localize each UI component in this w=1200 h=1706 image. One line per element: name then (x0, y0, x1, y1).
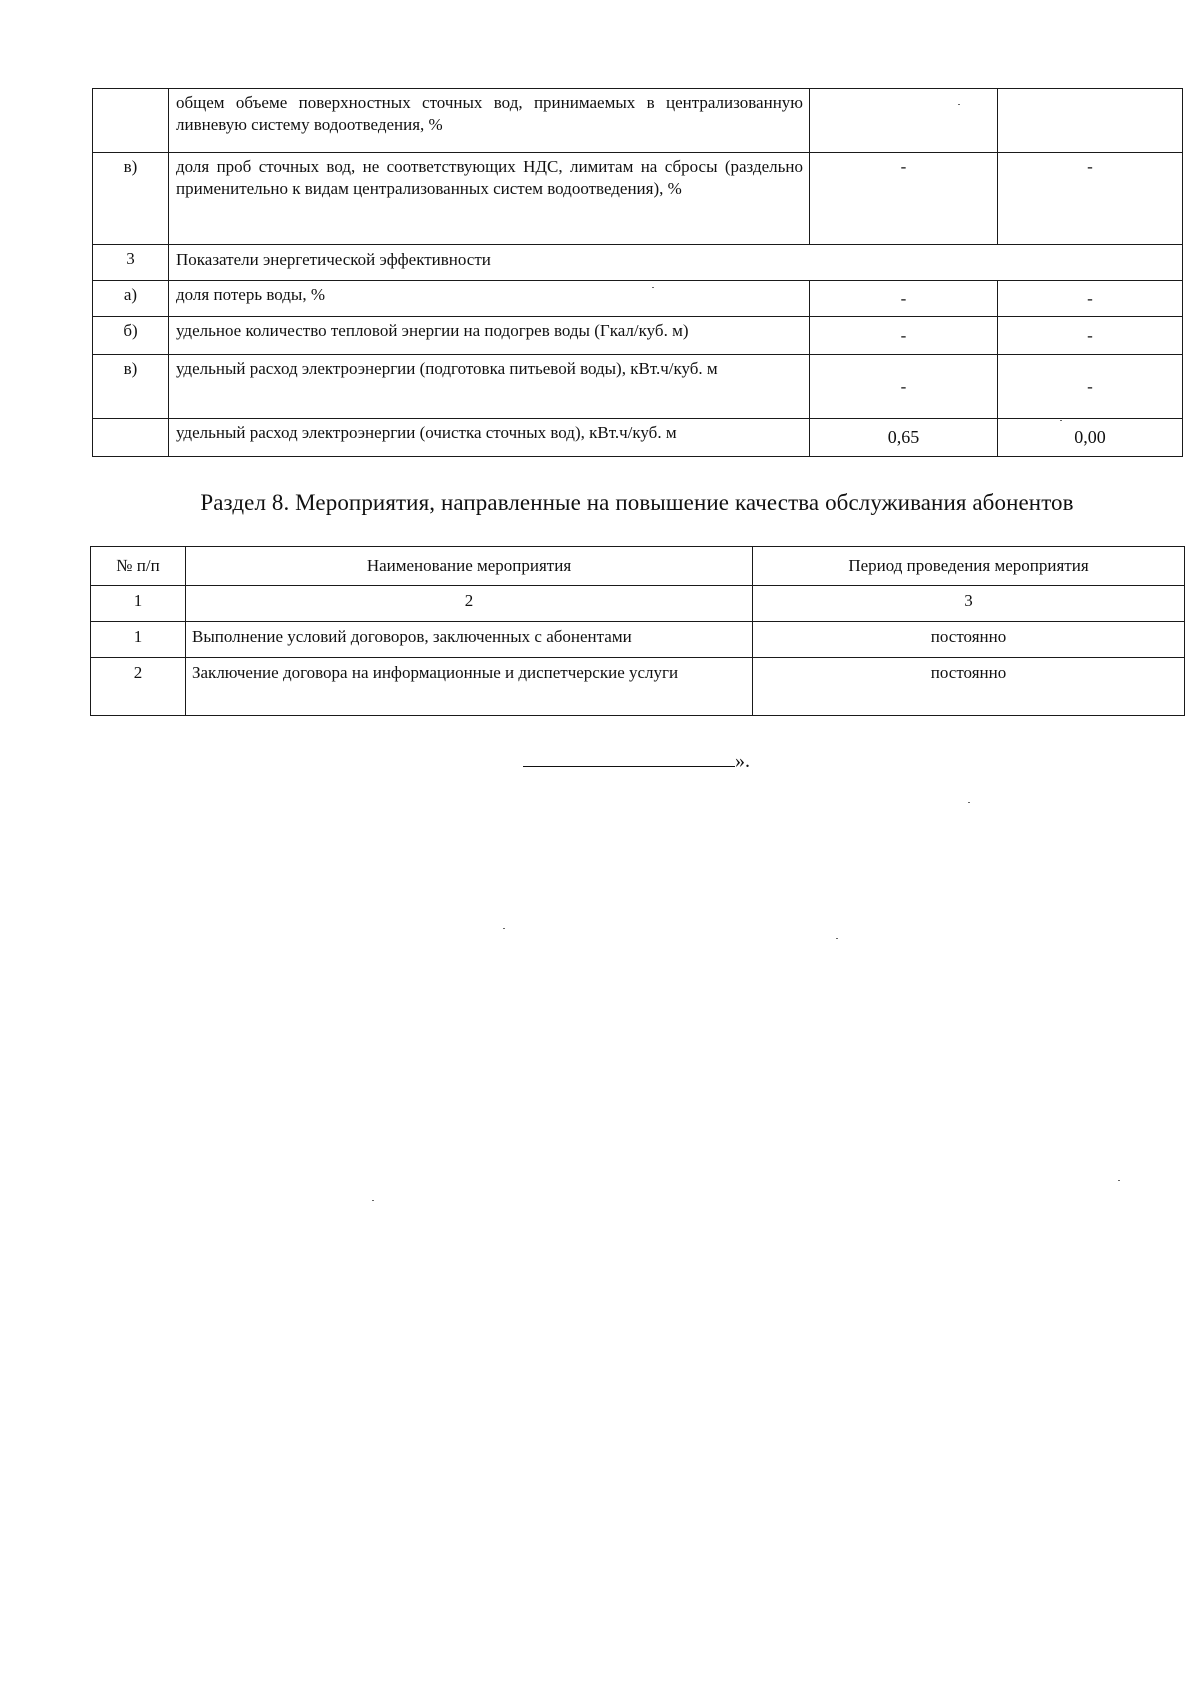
table-row (93, 281, 1183, 317)
row-number: а) (93, 281, 169, 317)
scan-speck (372, 1200, 374, 1201)
row-number (93, 89, 169, 153)
indicator-value-1: - (810, 317, 998, 355)
indicator-value-2: 0,00 (998, 419, 1183, 457)
measure-period: постоянно (753, 658, 1185, 716)
row-number: 3 (93, 245, 169, 281)
scan-speck (652, 287, 654, 288)
measures-table (90, 546, 1185, 716)
row-number: б) (93, 317, 169, 355)
table-row (93, 355, 1183, 419)
indicator-value-2: - (998, 281, 1183, 317)
indicator-value-2: - (998, 355, 1183, 419)
signature-line (523, 748, 735, 767)
table-row (93, 245, 1183, 281)
indicator-value-1: - (810, 355, 998, 419)
closing-mark (523, 748, 750, 773)
indicators-table (92, 88, 1183, 457)
indicator-value-2 (998, 89, 1183, 153)
section-title: Раздел 8. Мероприятия, направленные на повышение качества обслуживания абонентов (200, 490, 1074, 515)
scan-speck (958, 104, 960, 105)
indicator-value-2: - (998, 153, 1183, 245)
column-number-2: 2 (186, 586, 753, 622)
row-number (93, 419, 169, 457)
indicator-text: удельное количество тепловой энергии на подогрев воды (Гкал/куб. м) (169, 317, 810, 355)
row-number: в) (93, 153, 169, 245)
column-header-period: Период проведения мероприятия (753, 547, 1185, 586)
scan-speck (968, 802, 970, 803)
column-header-name: Наименование мероприятия (186, 547, 753, 586)
table-row (93, 89, 1183, 153)
column-number-3: 3 (753, 586, 1185, 622)
closing-quote: ». (735, 750, 750, 772)
section-heading: Показатели энергетической эффективности (169, 245, 1183, 281)
row-number: 2 (91, 658, 186, 716)
row-number: 1 (91, 622, 186, 658)
indicator-value-2: - (998, 317, 1183, 355)
table-row (93, 153, 1183, 245)
measure-period: постоянно (753, 622, 1185, 658)
table-row (93, 317, 1183, 355)
indicator-value-1: - (810, 153, 998, 245)
measure-name: Выполнение условий договоров, заключенных с абонентами (186, 622, 753, 658)
indicator-text: удельный расход электроэнергии (очистка сточных вод), кВт.ч/куб. м (169, 419, 810, 457)
measure-name: Заключение договора на информационные и диспетчерские услуги (186, 658, 753, 716)
indicator-value-1 (810, 89, 998, 153)
column-numbers-row (91, 586, 1185, 622)
table-row (91, 658, 1185, 716)
indicator-value-1: - (810, 281, 998, 317)
indicator-text: удельный расход электроэнергии (подготовка питьевой воды), кВт.ч/куб. м (169, 355, 810, 419)
indicator-value-1: 0,65 (810, 419, 998, 457)
indicator-text: общем объеме поверхностных сточных вод, принимаемых в централизованную ливневую систему водоотведения, % (169, 89, 810, 153)
scan-speck (1060, 420, 1062, 421)
indicator-text: доля проб сточных вод, не соответствующих НДС, лимитам на сбросы (раздельно применительно к видам централизованных систем водоотведения), % (169, 153, 810, 245)
scan-speck (503, 928, 505, 929)
column-header-number: № п/п (91, 547, 186, 586)
indicator-text: доля потерь воды, % (169, 281, 810, 317)
row-number: в) (93, 355, 169, 419)
column-number-1: 1 (91, 586, 186, 622)
scan-speck (836, 938, 838, 939)
table-row (91, 622, 1185, 658)
table-row (93, 419, 1183, 457)
scan-speck (1118, 1180, 1120, 1181)
table-header-row (91, 547, 1185, 586)
